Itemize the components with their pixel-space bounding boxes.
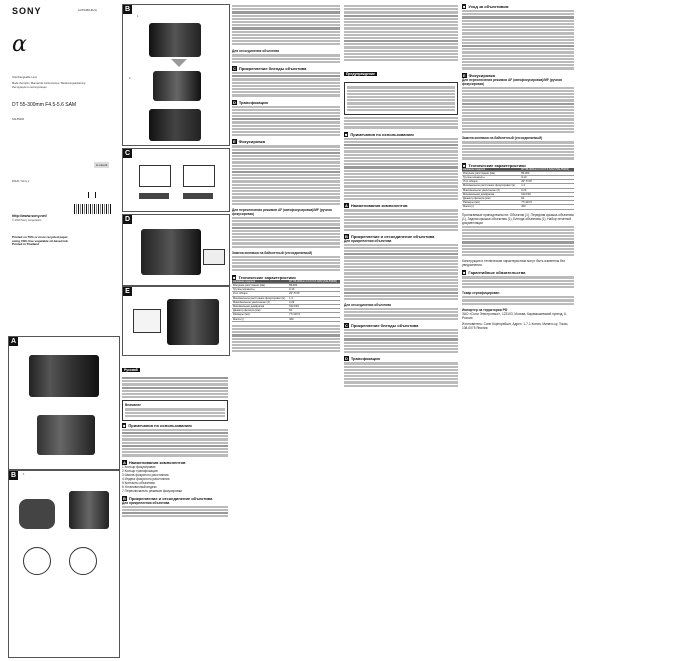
section-focus-title: Фокусировка [238,139,265,145]
model-name: DT 55-300mm F4.5-5.6 SAM [12,102,77,108]
figure-a [8,336,120,470]
spec-cell: Минимальная диафрагма [462,192,520,196]
section-hood-heading-2: C Прикрепление бленды объектива [345,322,419,328]
section-warranty-heading: ■ Гарантийные обязательства [463,270,526,276]
figure-e-label: E [123,287,132,296]
document-code: 4-270-981-21(1) [78,9,97,12]
attach-subtitle: Для прикрепления объектива [122,500,170,505]
spec-cell: 77×116,5 [520,201,574,205]
spec-cell: Минимальное расстояние фокусировки (м) [232,296,288,300]
figure-b-step-1: 1 [137,15,139,18]
figure-b-label: B [124,6,131,13]
spec-cell: 0,29 [520,188,574,192]
part-item: 1 Кольцо фокусировки [122,464,156,469]
spec-cell: 460 [520,205,574,209]
cap-illustration-2 [69,547,97,575]
spec-cell: 1,4 [288,296,340,300]
spec-cell: Угол обзора [232,292,288,296]
cover-subtitle-2: Инструкция по эксплуатации [12,86,47,89]
part-item: 7 Переключатель режимов фокусировки [122,488,182,493]
lens-illustration-b1 [149,23,201,57]
warning-title: Внимание [125,403,141,408]
sony-url: http://www.sony.net/ [12,214,47,218]
print-line-3: Printed in Thailand [12,242,40,247]
spec-header-cell: DT 55-300mm F4.5-5.6 SAM (SAL55300) [520,168,574,172]
section-hood-title-2: Прикрепление бленды объектива [350,322,419,328]
figure-a-label: A [10,338,17,345]
detach-subtitle: Для отсоединения объектива [232,49,280,54]
print-line-2: using VOC-free vegetable oil-based ink. [12,238,69,243]
spec-cell: 1,4 [520,184,574,188]
cover-subtitle-1: Mode d'emploi / Manual de instrucciones / Bedienungsanleitung [12,82,86,85]
section-hood-title: Прикрепление бленды объектива [238,66,307,71]
part-item: 6 Установочный индекс [122,484,157,489]
figure-b [122,4,230,146]
copyright: © 2010 Sony Corporation [12,219,42,222]
brand-logo: SONY [12,6,42,16]
section-warranty-title: Гарантийные обязательства [468,270,526,276]
mount-badge: A-mount [96,163,108,167]
spec-cell: Минимальная диафрагма [232,304,288,308]
spec-cell: Фокусное расстояние (мм) [232,283,288,287]
section-spec-title: Технические характеристики [238,274,296,280]
spec-table-2 [462,168,574,210]
spec-cell: Группы-элементы [462,175,520,179]
section-care-title: Уход за объективом [468,4,509,9]
spec-cell: Фокусное расстояние (мм) [462,171,520,175]
section-care-heading: ■ Уход за объективом [463,4,509,9]
hood-illustration-1 [139,165,171,187]
spec-cell: 55-300 [288,283,340,287]
section-spec-heading-2: ■ Технические характеристики [463,162,526,168]
spec-cell: 0,29 [288,300,340,304]
section-attach-heading-2: B Прикрепление и отсоединение объектива [345,233,435,239]
lens-illustration-side [29,355,99,397]
section-hood-heading: C Прикрепление бленды объектива [233,66,307,71]
step-1-label: 1 [23,473,25,476]
section-zoom-heading: D Трансфокация [233,99,268,105]
language-label: Русский [124,368,138,372]
accessories-text: Прилагаемые принадлежности: Объектив (1), Передняя крышка объектива (1), Задняя крышка объектива (1), Бленда объектива (1), Набор печатной документации [462,212,574,225]
section-parts-heading-2: A Наименования компонентов [345,203,408,209]
spec-cell: 460 [288,317,340,321]
certified-label: Товар сертифицирован [462,291,500,296]
part-item: 2 Кольцо трансфокации [122,468,158,473]
spec-cell: 62 [520,196,574,200]
text-column-3 [232,4,340,656]
lens-illustration-b3 [149,109,201,141]
maker-text: Изготовитель: Сони Корпорейшн, Адрес: 1-7-1 Конан, Минато-ку, Токио, 108-0075 Япония [462,321,569,330]
spec-cell: Диаметр фильтра (мм) [462,196,520,200]
part-item: 3 Шкала фокусного расстояния [122,472,169,477]
attach-subtitle-2: Для прикрепления объектива [344,238,392,243]
spec-cell: Минимальное расстояние фокусировки (м) [462,184,520,188]
figure-c-label: C [124,150,131,157]
cap-subtitle-2: Замена колпачка на байонетный (отсоединяемый) [462,136,543,141]
text-column-4 [344,4,458,656]
spec-cell: 62 [288,309,340,313]
section-notes-title: Примечания по использованию [128,422,192,428]
spec-cell: 29°-5°20' [288,292,340,296]
footer-note: Конструкция и технические характеристики могут быть изменены без уведомления. [462,259,565,268]
system-label: DSLR / Sony α [12,180,30,183]
figure-b-bottom [8,470,120,658]
spec-cell: Масса (г) [462,205,520,209]
focus-mode-subtitle: Для переключения режимов AF (автофокусировка)/MF (ручная фокусировка) [232,207,332,216]
spec-cell: 9-13 [520,175,574,179]
importer-text: ЗАО «Сони Электроникс», 123103, Москва, Карамышевский проезд, 6, Россия [462,311,567,320]
spec-cell: Угол обзора [462,180,520,184]
spec-cell: Группы-элементы [232,288,288,292]
lens-illustration-rear [37,415,95,455]
caution-box [344,82,458,115]
section-parts-title: Наименования компонентов [128,459,186,465]
section-zoom-title: Трансфокация [238,99,268,105]
lens-illustration-b2 [153,71,201,101]
spec-cell: Масса (г) [232,317,288,321]
section-spec-heading: ■ Технические характеристики [233,274,296,280]
section-focus-heading-2: E Фокусировка [463,72,495,78]
section-focus-title-2: Фокусировка [468,72,495,78]
cap-subtitle: Замена колпачка на байонетный (отсоединяемый) [232,250,313,255]
spec-cell: 29°-5°20' [520,180,574,184]
spec-table [232,280,340,322]
cap-illustration-1 [23,547,51,575]
lens-mount-illustration [69,491,109,529]
lens-front-1 [139,193,169,199]
lens-illustration-e [167,299,219,345]
spec-header-cell: DT 55-300mm F4.5-5.6 SAM (SAL55300) [288,280,340,284]
spec-row [232,317,340,321]
spec-cell: Диаметр фильтра (мм) [232,309,288,313]
figure-b-step-2: 2 [129,77,131,80]
spec-cell: Максимальное увеличение (X) [232,300,288,304]
section-notes-title-2: Примечания по использованию [350,131,414,137]
warning-box [122,400,228,421]
lens-illustration-d [141,229,201,275]
print-notice [12,236,116,247]
caution-label: Предупреждение [346,72,375,77]
spec-cell: 55-300 [520,171,574,175]
barcode [74,204,112,214]
alpha-logo: α [12,32,27,57]
cover-title: Interchangeable Lens [12,76,37,79]
figure-e [122,286,230,356]
spec-cell: f/22-f/29 [288,304,340,308]
barcode-marker [88,192,96,198]
spec-cell: 9-13 [288,288,340,292]
figure-d [122,214,230,286]
section-attach-title-2: Прикрепление и отсоединение объектива [350,233,435,239]
camera-body-illustration [19,499,55,529]
section-attach-heading: B Прикрепление и отсоединение объектива [123,495,213,501]
spec-header-cell: Название изделия [462,168,520,172]
print-line-1: Printed on 70% or more recycled paper [12,235,68,239]
spec-row [462,205,574,209]
section-notes-heading-2: ■ Примечания по использованию [345,131,414,137]
figure-c [122,148,230,212]
part-item: 4 Индекс фокусного расстояния [122,476,170,481]
focus-switch-inset [133,309,161,333]
arrow-down-icon [171,59,187,67]
parts-list [122,465,228,493]
model-code: SAL55300 [12,118,25,121]
zoom-detail-inset [203,249,225,265]
section-zoom-heading-2: D Трансфокация [345,356,380,362]
spec-cell: 77×116,5 [288,313,340,317]
hood-illustration-2 [183,165,215,187]
lens-front-2 [183,193,213,199]
detach-subtitle-2: Для отсоединения объектива [344,303,392,308]
focus-mode-subtitle-2: Для переключения режимов AF (автофокусировка)/MF (ручная фокусировка) [462,77,562,86]
text-column-5 [462,4,574,656]
section-spec-title-2: Технические характеристики [468,162,526,168]
spec-cell: Размеры (мм) [462,201,520,205]
spec-cell: f/22-f/29 [520,192,574,196]
section-parts-heading: A Наименования компонентов [123,459,186,465]
section-parts-title-2: Наименования компонентов [350,203,408,209]
part-item: 5 Контакты объектива [122,480,155,485]
spec-header-cell: Название изделия [232,280,288,284]
russian-intro-column [122,358,228,656]
spec-cell: Размеры (мм) [232,313,288,317]
spec-cell: Максимальное увеличение (X) [462,188,520,192]
figure-d-label: D [124,216,131,223]
figure-b-bottom-label: B [10,472,17,479]
section-focus-heading: E Фокусировка [233,139,265,145]
section-attach-title: Прикрепление и отсоединение объектива [128,495,213,501]
importer-label: Импортер на территории РФ [462,307,508,312]
cover-column [8,4,118,330]
section-zoom-title-2: Трансфокация [350,356,380,362]
section-notes-heading: ■ Примечания по использованию [123,422,192,428]
